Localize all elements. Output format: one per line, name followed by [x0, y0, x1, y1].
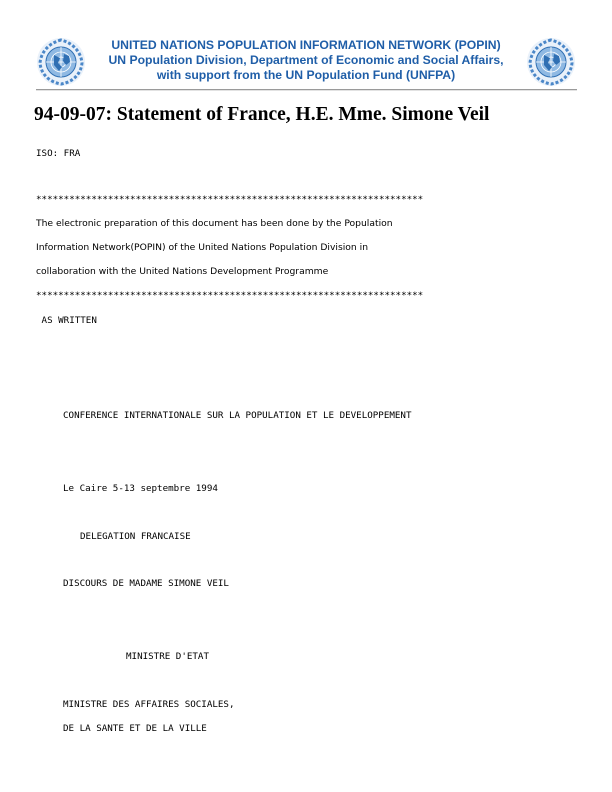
header-line-3: with support from the UN Population Fund (UNFPA) [156, 68, 456, 82]
notice-line-1: The electronic preparation of this document has been done by the Population [36, 218, 393, 229]
notice-line-2: Information Network(POPIN) of the United Nations Population Division in [36, 242, 369, 253]
separator-bottom: ********************************************************************** [36, 290, 424, 301]
speech-title: DISCOURS DE MADAME SIMONE VEIL [63, 578, 229, 589]
delegation: DELEGATION FRANCAISE [80, 531, 191, 542]
un-emblem-icon [36, 37, 86, 87]
place-date: Le Caire 5-13 septembre 1994 [63, 483, 218, 494]
ministry-line-1: MINISTRE DES AFFAIRES SOCIALES, [63, 699, 235, 710]
header-divider [36, 89, 577, 91]
as-written-label: AS WRITTEN [36, 315, 97, 326]
header-line-1: UNITED NATIONS POPULATION INFORMATION NETWORK (POPIN) [111, 38, 501, 52]
iso-code: ISO: FRA [36, 148, 81, 159]
minister-of-state: MINISTRE D'ETAT [126, 651, 209, 662]
page-title: 94-09-07: Statement of France, H.E. Mme. Simone Veil [34, 104, 490, 125]
header-line-2: UN Population Division, Department of Economic and Social Affairs, [108, 53, 504, 67]
separator-top: ********************************************************************** [36, 194, 424, 205]
ministry-line-2: DE LA SANTE ET DE LA VILLE [63, 723, 207, 734]
conference-title: CONFERENCE INTERNATIONALE SUR LA POPULATION ET LE DEVELOPPEMENT [63, 410, 412, 421]
notice-line-3: collaboration with the United Nations Development Programme [36, 266, 329, 277]
un-emblem-icon [526, 37, 576, 87]
popin-header [90, 38, 522, 83]
